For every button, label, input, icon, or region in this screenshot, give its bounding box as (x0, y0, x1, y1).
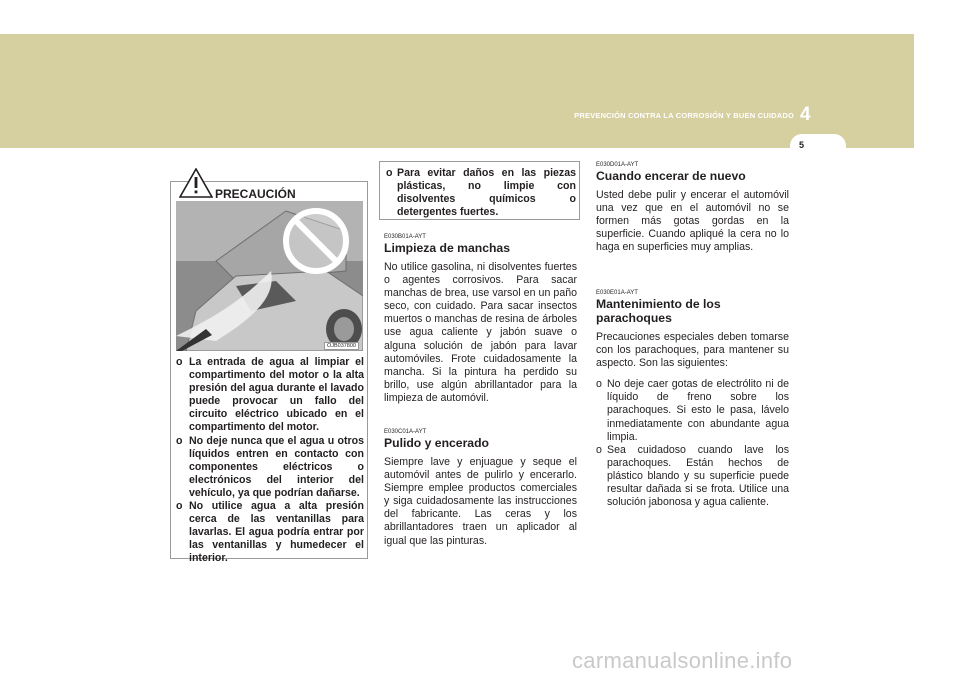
note-item: o Para evitar daños en las piezas plásticas, no limpie con disolventes químicos o detergentes fuertes. (386, 167, 576, 218)
caution-item: o No utilice agua a alta presión cerca de las ventanillas para lavarlas. El agua podría entrar por las ventanillas y humedecer el interior. (176, 500, 364, 565)
section-title: Pulido y encerado (384, 436, 489, 450)
section-text: Usted debe pulir y encerar el automóvil una vez que en el automóvil no se formen más gotas gordas en la superficie. Cuando apliqué la cera no lo haga en superficies muy amplias. (596, 189, 789, 254)
plastic-parts-note (379, 161, 580, 220)
section-bumper-care (596, 290, 789, 509)
section-code: E030E01A-AYT (596, 290, 638, 296)
caution-box (170, 181, 368, 565)
watermark: carmanualsonline.info (572, 648, 793, 673)
chapter-title: PREVENCIÓN CONTRA LA CORROSIÓN Y BUEN CUIDADO (574, 111, 794, 120)
header-band (0, 34, 914, 148)
section-text: Siempre lave y enjuague y seque el automóvil antes de pulirlo y encerarlo. Siempre emplee productos comerciales y siga cuidadosamente las instrucciones del fabricante. Las ceras y los abrillantadores traen un aplicador al igual que las pinturas. (384, 456, 577, 547)
caution-title: PRECAUCIÓN (215, 187, 296, 201)
section-rewaxing (596, 162, 789, 254)
chapter-number: 4 (800, 104, 811, 125)
prohibition-icon (286, 211, 346, 271)
caution-item: o No deje nunca que el agua u otros líquidos entren en contacto con componentes eléctricos o electrónicos del interior del vehículo, ya que podrían dañarse. (176, 434, 364, 499)
caution-item: o La entrada de agua al limpiar el compartimento del motor o la alta presión del agua durante el lavado puede provocar un fallo del circuito eléctrico ubicado en el compartimento del motor. (176, 356, 364, 434)
section-code: E030D01A-AYT (596, 162, 639, 168)
caution-list (176, 356, 364, 566)
image-code: OJB037800 (324, 342, 359, 350)
section-title: Limpieza de manchas (384, 241, 510, 255)
section-title: Cuando encerar de nuevo (596, 169, 746, 183)
section-code: E030C01A-AYT (384, 429, 427, 435)
list-item: o No deje caer gotas de electrólito ni de líquido de freno sobre los parachoques. Si esto le pasa, lávelo inmediatamente con abundante agua limpia. (596, 378, 789, 443)
section-stain-cleaning (384, 234, 577, 405)
section-code: E030B01A-AYT (384, 234, 426, 240)
page-number: 5 (799, 140, 805, 150)
section-text: Precauciones especiales deben tomarse con los parachoques, para mantener su aspecto. Son las siguientes: (596, 331, 789, 370)
warning-triangle-icon (179, 168, 213, 198)
bumper-care-list (596, 378, 789, 509)
list-item: o Sea cuidadoso cuando lave los parachoques. Están hechos de plástico blando y su superficie puede resultar dañada si se frota. Utilice una solución jabonosa y agua caliente. (596, 443, 789, 509)
section-title: Mantenimiento de los parachoques (596, 297, 721, 325)
section-text: No utilice gasolina, ni disolventes fuertes o agentes corrosivos. Para sacar manchas de brea, use varsol en un paño seco, con cuidado. Para sacar insectos muertos o manchas de resina de árboles use agua caliente y jabón suave o alguna solución de jabón para lavar automóviles. Frote cuidadosamente la mancha. Si la pintura ha perdido su brillo, use algún abrillantador para la limpieza de automóvil. (384, 261, 577, 404)
section-polish-wax (384, 429, 577, 548)
engine-washing-image (176, 201, 363, 351)
